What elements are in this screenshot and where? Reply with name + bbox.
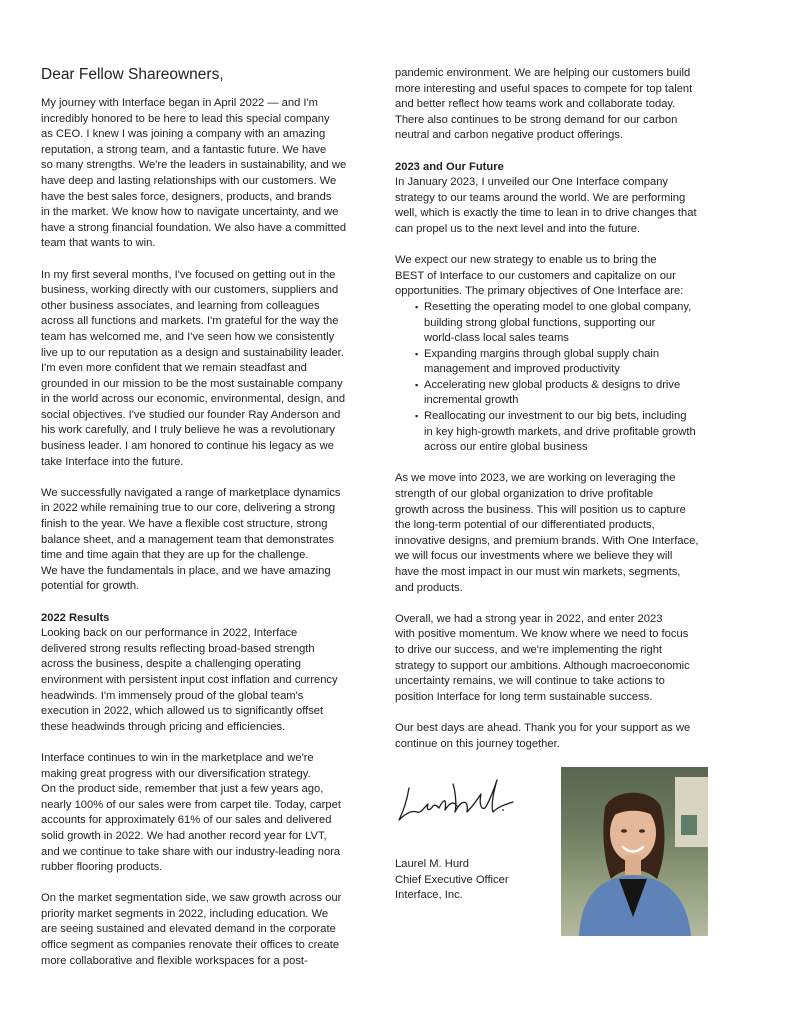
objectives-list: [395, 300, 725, 456]
signer-name: Laurel M. Hurd: [395, 858, 469, 870]
portrait-photo: [561, 767, 708, 936]
section-heading-results: 2022 Results: [41, 611, 110, 624]
paragraph: Overall, we had a strong year in 2022, and enter 2023 with positive momentum. We know where we need to focus to drive our success, and we're implementing the right strategy to support our ambitions. Although macroeconomic uncertainty remains, we will continue to take actions to position Interface for long term sustainable success.: [395, 612, 690, 703]
letter-right-column: [395, 66, 725, 768]
objective-item: ▪ Accelerating new global products & designs to drive incremental growth: [417, 378, 725, 409]
paragraph: We expect our new strategy to enable us to bring the BEST of Interface to our customers and capitalize on our opportunities. The primary objectives of One Interface are:: [395, 254, 684, 298]
handwritten-signature: [395, 770, 525, 832]
signer-company: Interface, Inc.: [395, 889, 463, 902]
paragraph: As we move into 2023, we are working on leveraging the strength of our global organization to drive profitable growth across the business. This will position us to capture the long-term potential of our differentiated products, innovative designs, and premium brands. With One Interface, we will focus our investments where we believe they will have the most impact in our must win markets, segments, and products.: [395, 472, 699, 594]
section-heading-future: 2023 and Our Future: [395, 160, 504, 173]
signature-block: [395, 857, 555, 904]
objective-item: ▪ Reallocating our investment to our big bets, including in key high-growth markets, and drive profitable growth across our entire global business: [417, 409, 725, 456]
paragraph: In my first several months, I've focused on getting out in the business, working directly with our customers, suppliers and other business associates, and learning from colleagues across all functions and markets. I'm grateful for the way the team has welcomed me, and I've seen how we consistently live up to our reputation as a design and sustainability leader. I'm even more confident that we remain steadfast and grounded in our mission to be the most sustainable company in the world across our economic, environmental, design, and social objectives. I've studied our founder Ray Anderson and his work carefully, and I truly believe he was a revolutionary business leader. I am honored to continue his legacy as we take Interface into the future.: [41, 268, 346, 468]
paragraph: pandemic environment. We are helping our customers build more interesting and useful spaces to compete for top talent and better reflect how teams work and collaborate today. There also continues to be strong demand for our carbon neutral and carbon negative product offerings.: [395, 67, 693, 142]
paragraph: Looking back on our performance in 2022, Interface delivered strong results reflecting broad-based strength across the business, despite a challenging operating environment with persistent input cost inflation and currency headwinds. I'm immensely proud of the global team's execution in 2022, which allowed us to significantly offset these headwinds through pricing and efficiencies.: [41, 627, 338, 733]
objective-item: ▪ Resetting the operating model to one global company, building strong global functions, supporting our world-class local sales teams: [417, 300, 725, 347]
paragraph: We successfully navigated a range of marketplace dynamics in 2022 while remaining true to our core, delivering a strong finish to the year. We have a flexible cost structure, strong balance sheet, and a management team that demonstrates time and time again that they are up for the challenge. We have the fundamentals in place, and we have amazing potential for growth.: [41, 486, 341, 593]
paragraph: My journey with Interface began in April 2022 — and I'm incredibly honored to be here to lead this special company as CEO. I knew I was joining a company with an amazing reputation, a strong team, and a fantastic future. We have so many strengths. We're the leaders in sustainability, and we have deep and lasting relationships with our customers. We have the best sales force, designers, products, and brands in the market. We know how to navigate uncertainty, and we have a strong financial foundation. We also have a committed team that wants to win.: [41, 97, 347, 250]
signer-title: Chief Executive Officer: [395, 873, 509, 886]
paragraph: Our best days are ahead. Thank you for your support as we continue on this journey together.: [395, 721, 691, 750]
paragraph: Interface continues to win in the marketplace and we're making great progress with our diversification strategy. On the product side, remember that just a few years ago, nearly 100% of our sales were from carpet tile. Today, carpet accounts for approximately 61% of our sales and delivered solid growth in 2022. We had another record year for LVT, and we continue to take share with our industry-leading nora rubber flooring products.: [41, 751, 341, 874]
letter-left-column: [41, 66, 369, 985]
paragraph: On the market segmentation side, we saw growth across our priority market segments in 2022, including education. We are seeing sustained and elevated demand in the corporate office segment as companies renovate their offices to create more collaborative and flexible workspaces for a post-: [41, 892, 342, 967]
paragraph: In January 2023, I unveiled our One Interface company strategy to our teams around the world. We are performing well, which is exactly the time to lean in to drive changes that can propel us to the next level and into the future.: [395, 176, 697, 235]
objective-item: ▪ Expanding margins through global supply chain management and improved productivity: [417, 347, 725, 378]
salutation: Dear Fellow Shareowners,: [41, 66, 224, 83]
